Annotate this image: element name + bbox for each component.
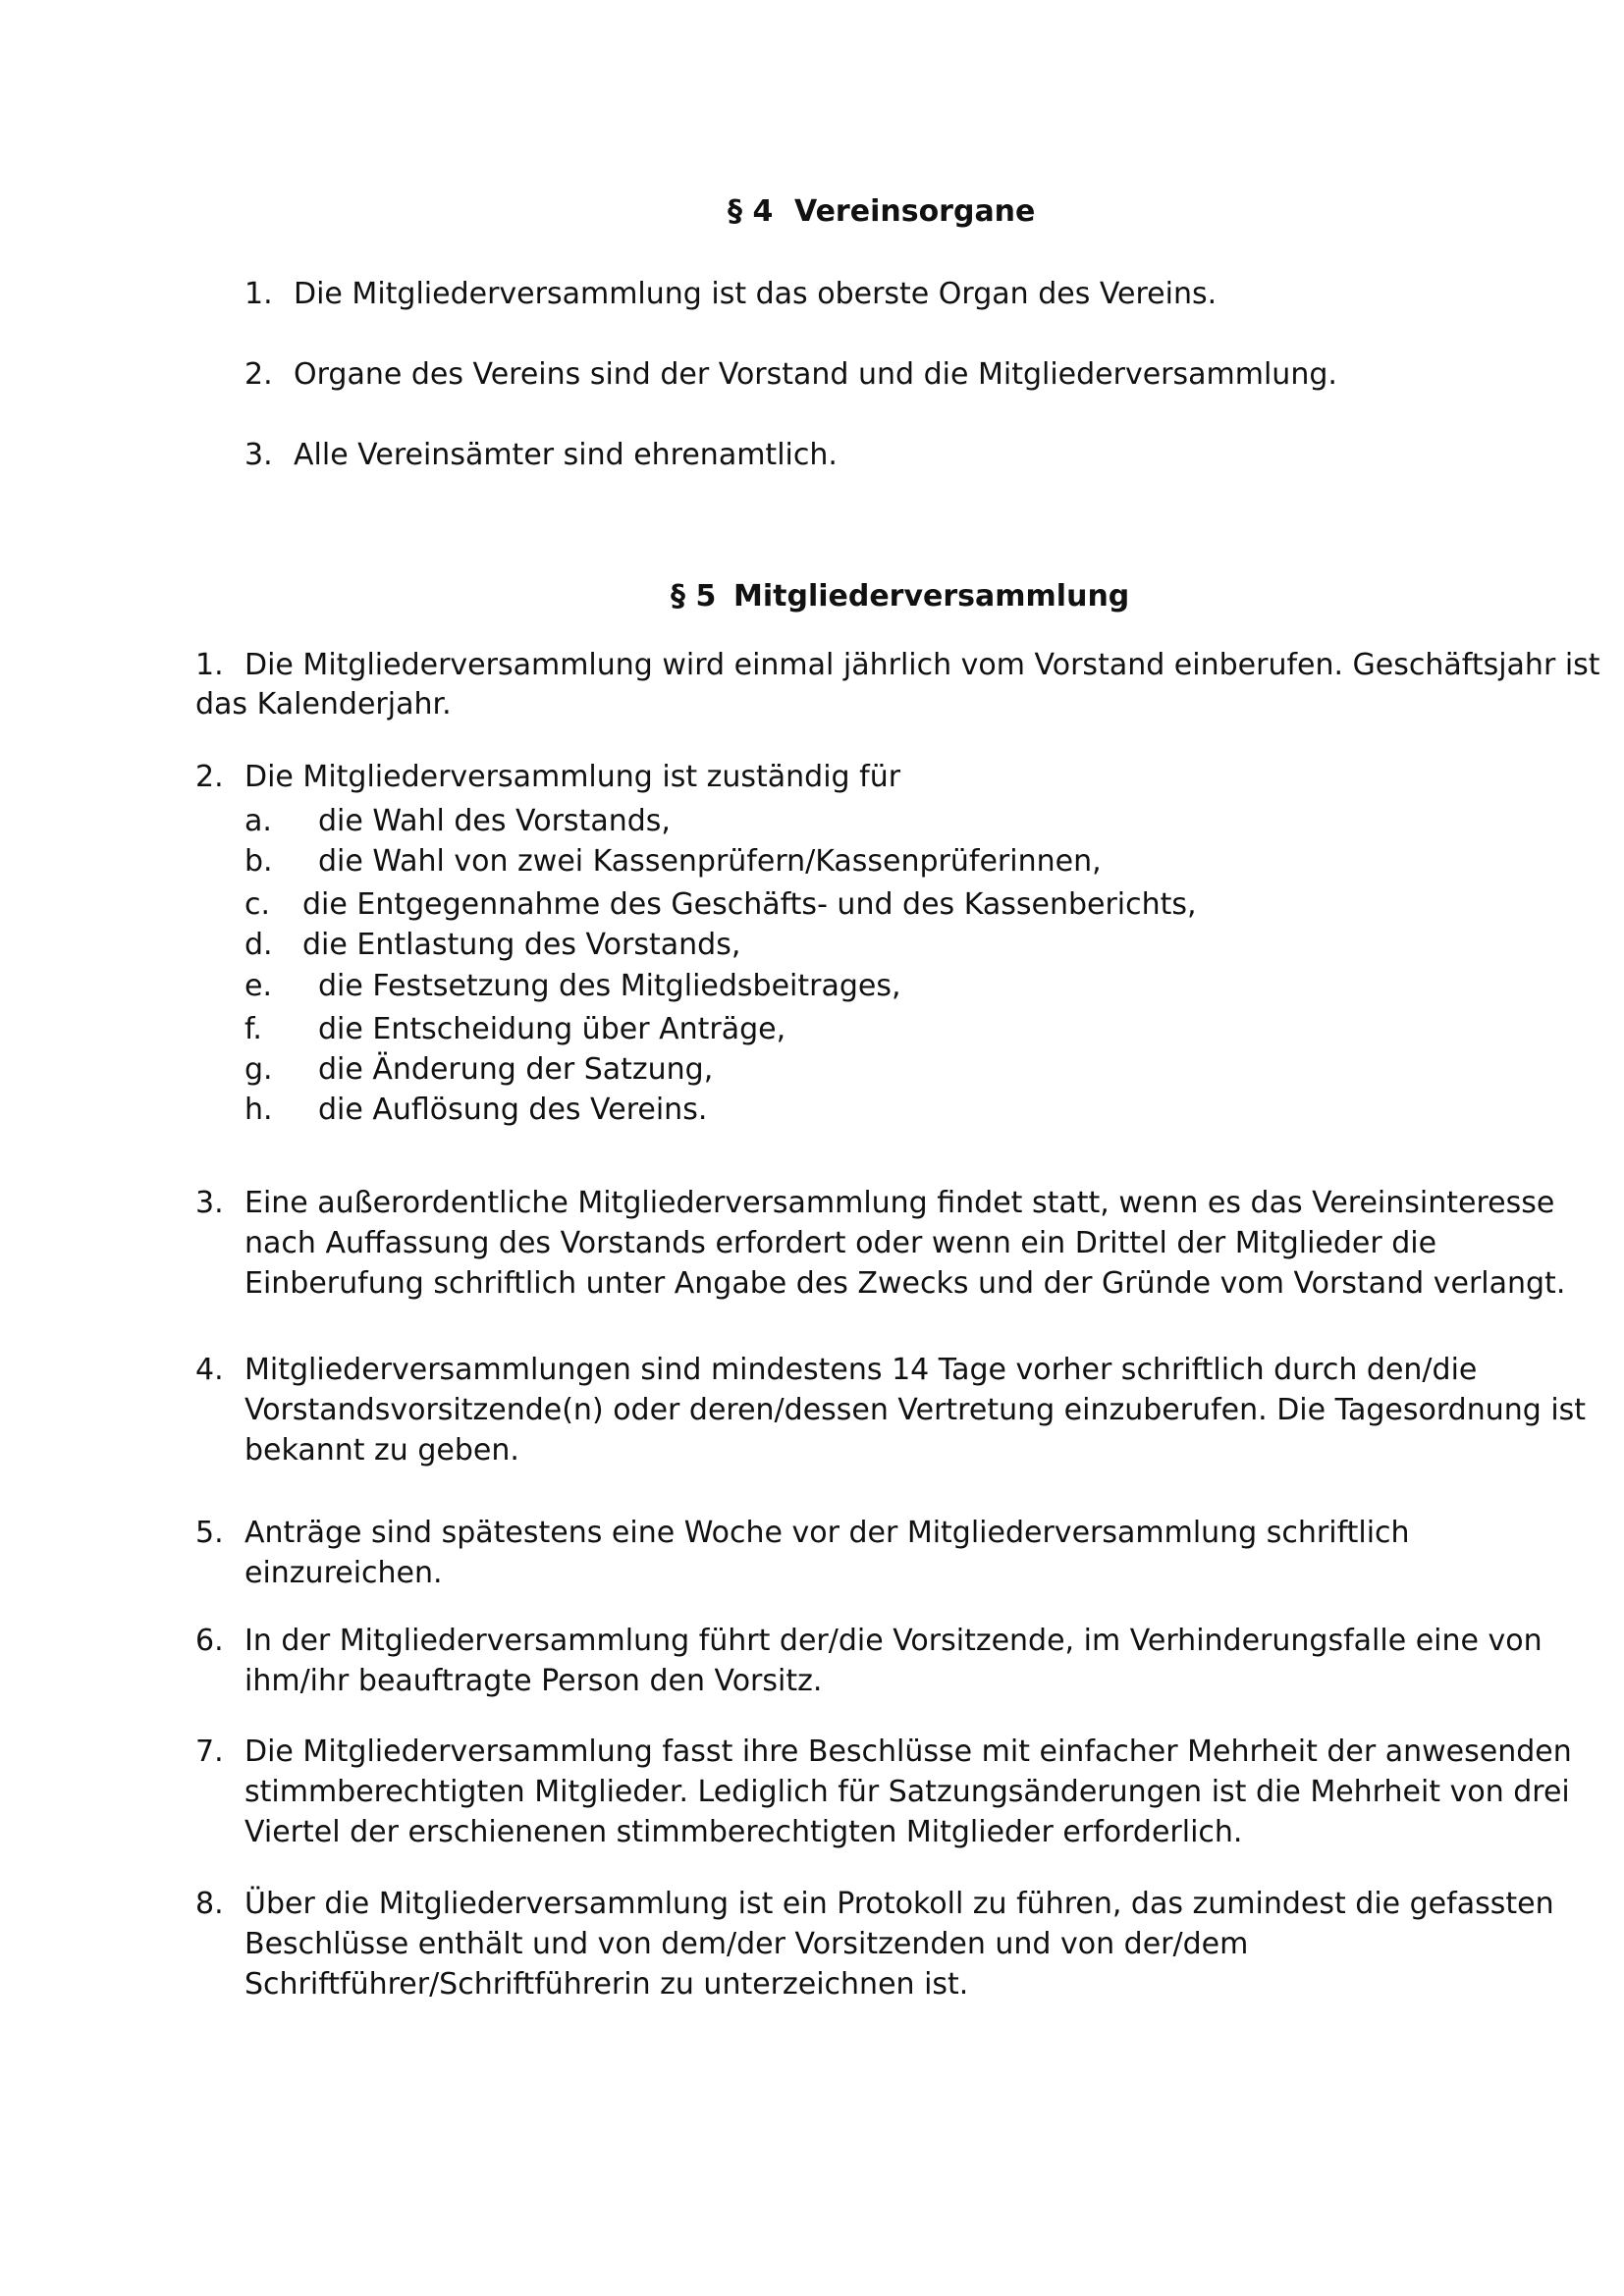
sub-item-text: die Entscheidung über Anträge, (318, 1012, 786, 1046)
sub-item-letter: b. (244, 844, 273, 879)
section-5-title: Mitgliederversammlung (733, 579, 1130, 614)
sub-item-text: die Entgegennahme des Geschäfts- und des Kassenberichts, (302, 887, 1197, 922)
item-text: Die Mitgliederversammlung ist zuständig für (244, 760, 901, 794)
item-text-line: Beschlüsse enthält und von dem/der Vorsitzenden und von der/dem (244, 1927, 1249, 1961)
sub-item-text: die Festsetzung des Mitgliedsbeitrages, (318, 969, 901, 1003)
sub-item-text: die Wahl des Vorstands, (318, 804, 671, 838)
item-text: Alle Vereinsämter sind ehrenamtlich. (294, 438, 838, 472)
item-text-line: einzureichen. (244, 1556, 443, 1590)
item-number: 3. (195, 1186, 224, 1220)
item-number: 2. (244, 357, 273, 392)
sub-item-letter: d. (244, 928, 273, 962)
item-text-line: Eine außerordentliche Mitgliederversammlung findet statt, wenn es das Vereinsinteresse (244, 1186, 1555, 1220)
item-text-line: Anträge sind spätestens eine Woche vor der Mitgliederversammlung schriftlich (244, 1516, 1410, 1550)
item-number: 1. (244, 277, 273, 311)
sub-item-letter: f. (244, 1012, 262, 1046)
item-text: Organe des Vereins sind der Vorstand und die Mitgliederversammlung. (294, 357, 1337, 392)
item-text-line: Schriftführer/Schriftführerin zu unterzeichnen ist. (244, 1967, 969, 2002)
sub-item-letter: h. (244, 1093, 273, 1127)
item-text-line: Die Mitgliederversammlung fasst ihre Beschlüsse mit einfacher Mehrheit der anwesenden (244, 1735, 1572, 1769)
section-4-title: Vereinsorgane (794, 194, 1036, 229)
item-text-line: In der Mitgliederversammlung führt der/die Vorsitzende, im Verhinderungsfalle eine von (244, 1624, 1543, 1658)
sub-item-text: die Auflösung des Vereins. (318, 1093, 708, 1127)
item-text-line: Einberufung schriftlich unter Angabe des Zwecks und der Gründe vom Vorstand verlangt. (244, 1266, 1566, 1301)
item-text: Die Mitgliederversammlung ist das oberste Organ des Vereins. (294, 277, 1218, 311)
item-text-line: ihm/ihr beauftragte Person den Vorsitz. (244, 1664, 823, 1698)
section-5-heading (671, 579, 1129, 614)
sub-item-letter: e. (244, 969, 272, 1003)
item-number: 6. (195, 1624, 224, 1658)
item-number: 2. (195, 760, 224, 794)
item-text-line: Viertel der erschienenen stimmberechtigten Mitglieder erforderlich. (244, 1815, 1243, 1849)
item-number: 1. (195, 648, 224, 682)
item-text-line: Vorstandsvorsitzende(n) oder deren/dessen Vertretung einzuberufen. Die Tagesordnung ist (244, 1393, 1587, 1427)
section-5-number: § 5 (671, 579, 717, 614)
sub-item-letter: g. (244, 1052, 273, 1087)
sub-item-text: die Änderung der Satzung, (318, 1052, 714, 1087)
item-text-line: stimmberechtigten Mitglieder. Lediglich für Satzungsänderungen ist die Mehrheit von drei (244, 1775, 1570, 1809)
item-text-line: das Kalenderjahr. (195, 687, 452, 721)
item-number: 7. (195, 1735, 224, 1769)
sub-item-text: die Wahl von zwei Kassenprüfern/Kassenprüferinnen, (318, 844, 1102, 879)
item-number: 8. (195, 1887, 224, 1921)
item-number: 4. (195, 1353, 224, 1387)
section-4-number: § 4 (728, 194, 774, 229)
sub-item-letter: c. (244, 887, 271, 922)
item-number: 3. (244, 438, 273, 472)
item-text-line: bekannt zu geben. (244, 1433, 519, 1468)
sub-item-text: die Entlastung des Vorstands, (302, 928, 741, 962)
section-4-heading (728, 194, 1035, 229)
item-text-line: Über die Mitgliederversammlung ist ein Protokoll zu führen, das zumindest die gefassten (244, 1887, 1554, 1921)
item-number: 5. (195, 1516, 224, 1550)
sub-item-letter: a. (244, 804, 272, 838)
item-text-line: Mitgliederversammlungen sind mindestens 14 Tage vorher schriftlich durch den/die (244, 1353, 1478, 1387)
item-text-line: Die Mitgliederversammlung wird einmal jährlich vom Vorstand einberufen. Geschäftsjahr ist (244, 648, 1600, 682)
item-text-line: nach Auffassung des Vorstands erfordert oder wenn ein Drittel der Mitglieder die (244, 1226, 1437, 1260)
